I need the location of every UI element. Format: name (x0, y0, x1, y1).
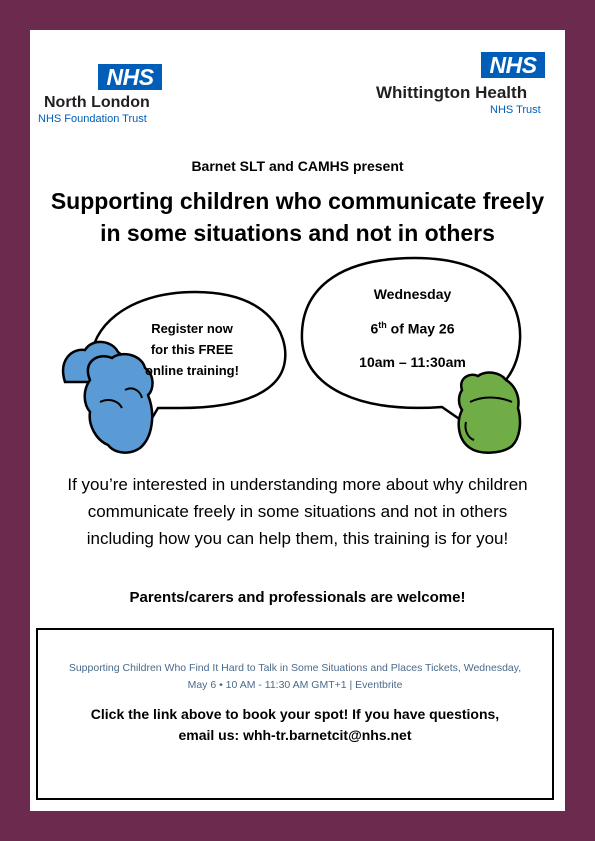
page-title: Supporting children who communicate freely in some situations and not in others (50, 188, 545, 246)
description-text: If you’re interested in understanding more about why children communicate freely in some situations and not in others including how you can help them, this training is for you! (67, 475, 528, 548)
nhs-logo-badge: NHS (98, 64, 162, 90)
whittington-name: Whittington Health (376, 83, 528, 102)
eventbrite-link[interactable] (48, 660, 542, 694)
booking-cta-line: Click the link above to book your spot! If you have questions, (90, 706, 500, 722)
booking-cta (44, 704, 546, 746)
event-date-number: 6 (370, 320, 379, 337)
welcome-text: Parents/carers and professionals are welcome! (129, 589, 466, 606)
speech-illustration (30, 30, 565, 470)
left-bubble-line: for this FREE (150, 342, 234, 357)
event-date-rest: of May 26 (386, 320, 455, 337)
left-bubble-text (122, 318, 262, 381)
event-date-suffix: th (378, 320, 387, 330)
event-time: 10am – 11:30am (359, 354, 466, 370)
eventbrite-link-line[interactable]: May 6 • 10 AM - 11:30 AM GMT+1 | Eventbrite (187, 679, 403, 691)
nhs-logo-badge: NHS (481, 52, 545, 78)
event-day: Wednesday (373, 286, 452, 302)
left-bubble-line: online training! (145, 363, 239, 378)
north-london-sub: NHS Foundation Trust (38, 113, 147, 125)
north-london-name: North London (44, 94, 150, 111)
event-date (325, 320, 500, 354)
whittington-sub: NHS Trust (490, 104, 541, 116)
eventbrite-link-line[interactable]: Supporting Children Who Find It Hard to Talk in Some Situations and Places Tickets, Wednesday, (68, 662, 522, 674)
child-right-icon (459, 373, 520, 453)
booking-box (36, 628, 554, 800)
presenters-line: Barnet SLT and CAMHS present (191, 158, 404, 174)
left-bubble-line: Register now (151, 321, 233, 336)
booking-cta-email[interactable]: email us: whh-tr.barnetcit@nhs.net (178, 727, 412, 743)
right-bubble-text (325, 286, 500, 370)
flyer-page (30, 30, 565, 811)
